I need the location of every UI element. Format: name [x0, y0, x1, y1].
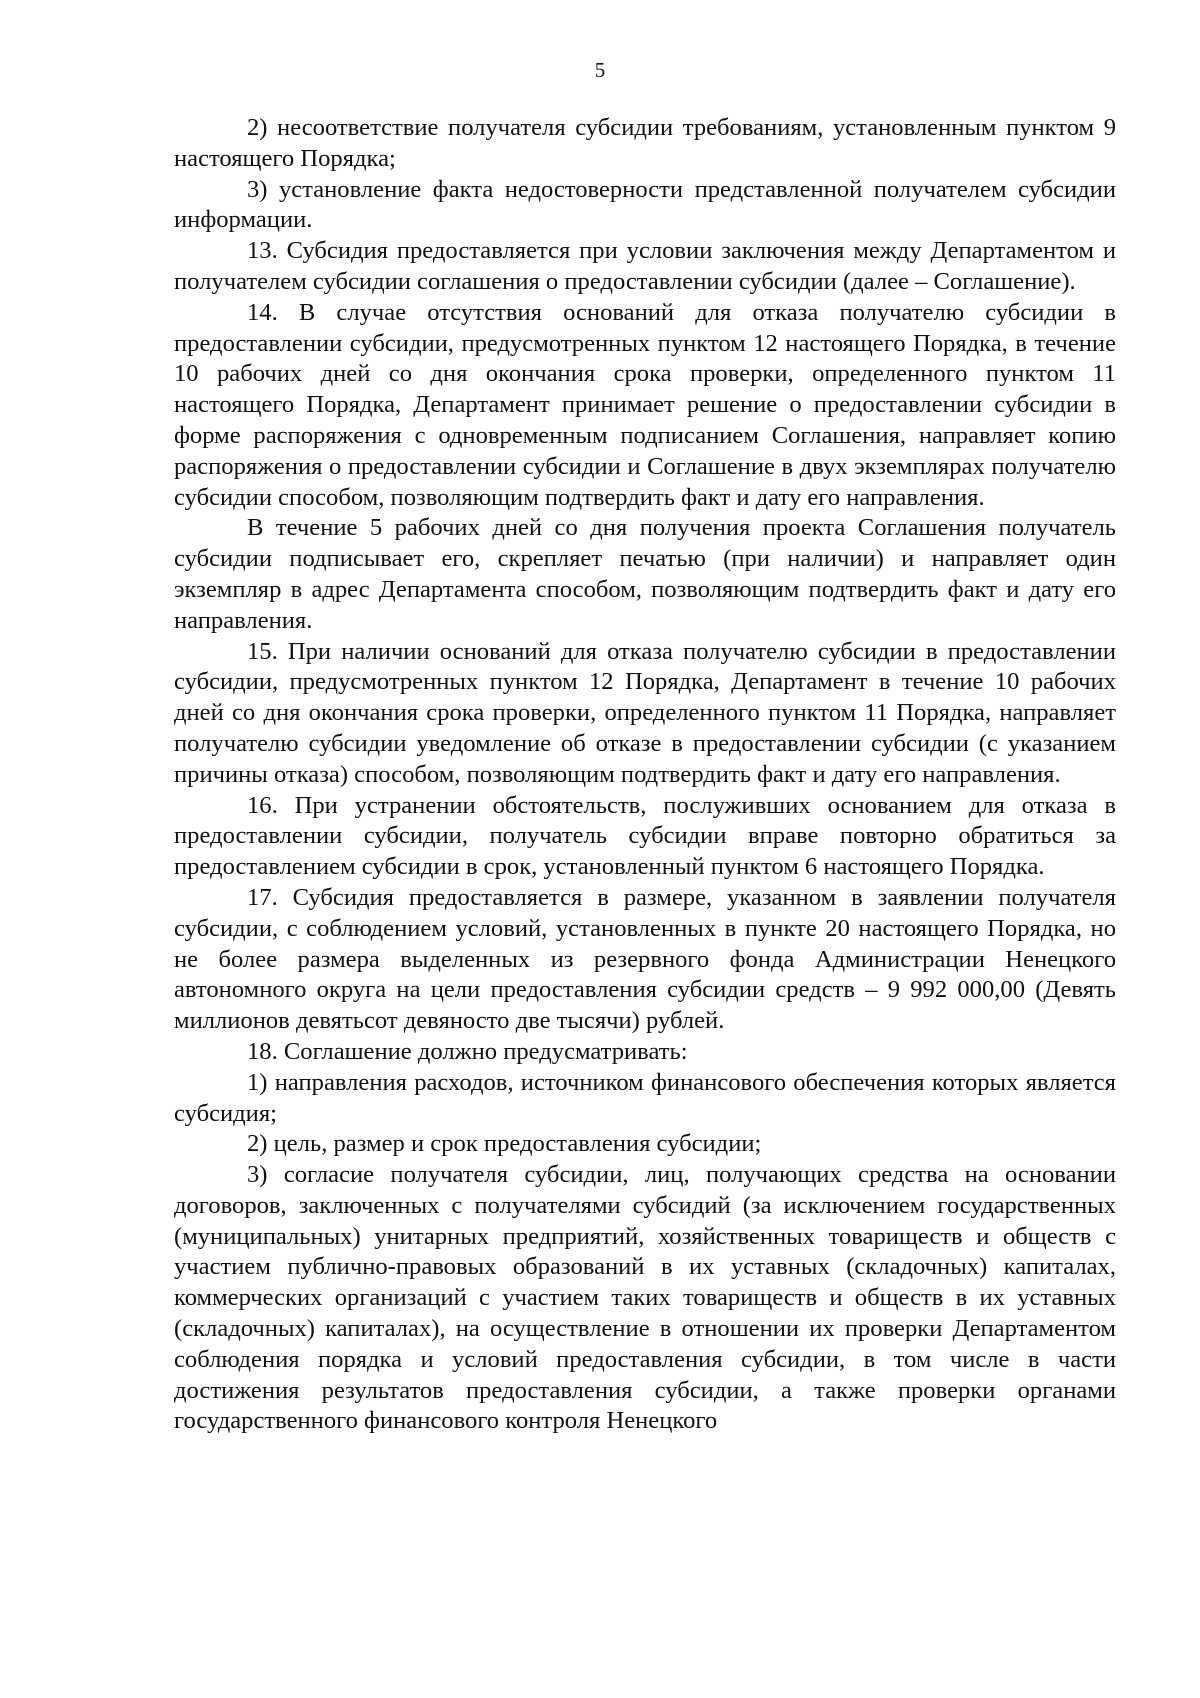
paragraph-13: 13. Субсидия предоставляется при условии заключения между Департаментом и получателем субсидии соглашения о предоставлении субсидии (далее – Соглашение). — [174, 237, 1116, 295]
paragraph-17: 17. Субсидия предоставляется в размере, указанном в заявлении получателя субсидии, с соблюдением условий, установленных в пункте 20 настоящего Порядка, но не более размера выделенных из резервного фонда Администрации Ненецкого автономного округа на цели предоставления субсидии средств – 9 992 000,00 (Девять миллионов девятьсот девяносто две тысячи) рублей. — [174, 883, 1116, 1035]
paragraph-15: 15. При наличии оснований для отказа получателю субсидии в предоставлении субсидии, предусмотренных пунктом 12 Порядка, Департамент в течение 10 рабочих дней со дня окончания срока проверки, определенного пунктом 11 Порядка, направляет получателю субсидии уведомление об отказе в предоставлении субсидии (с указанием причины отказа) способом, позволяющим подтвердить факт и дату его направления. — [174, 637, 1116, 788]
paragraph-14: 14. В случае отсутствия оснований для отказа получателю субсидии в предоставлении субсидии, предусмотренных пунктом 12 настоящего Порядка, в течение 10 рабочих дней со дня окончания срока проверки, определенного пунктом 11 настоящего Порядка, Департамент принимает решение о предоставлении субсидии в форме распоряжения с одновременным подписанием Соглашения, направляет копию распоряжения о предоставлении субсидии и Соглашение в двух экземплярах получателю субсидии способом, позволяющим подтвердить факт и дату его направления. — [174, 298, 1116, 511]
paragraph-16: 16. При устранении обстоятельств, послуживших основанием для отказа в предоставлении субсидии, получатель субсидии вправе повторно обратиться за предоставлением субсидии в срок, установленный пунктом 6 настоящего Порядка. — [174, 791, 1116, 881]
paragraph-18-1: 1) направления расходов, источником финансового обеспечения которых является субсидия; — [174, 1068, 1116, 1127]
paragraph-18: 18. Соглашение должно предусматривать: — [247, 1037, 688, 1065]
paragraph-18-3: 3) согласие получателя субсидии, лиц, получающих средства на основании договоров, заключенных с получателями субсидий (за исключением государственных (муниципальных) унитарных предприятий, хозяйственных товариществ и обществ с участием публично-правовых образований в их уставных (складочных) капиталах, коммерческих организаций с участием таких товариществ и обществ в их уставных (складочных) капиталах), на осуществление в отношении их проверки Департаментом соблюдения порядка и условий предоставления субсидии, в том числе в части достижения результатов предоставления субсидии, а также проверки органами государственного финансового контроля Ненецкого — [174, 1161, 1116, 1435]
paragraph-14-continued: В течение 5 рабочих дней со дня получения проекта Соглашения получатель субсидии подписывает его, скрепляет печатью (при наличии) и направляет один экземпляр в адрес Департамента способом, позволяющим подтвердить факт и дату его направления. — [174, 514, 1116, 634]
paragraph-12-2: 2) несоответствие получателя субсидии требованиям, установленным пунктом 9 настоящего Порядка; — [174, 114, 1116, 172]
page-number: 5 — [594, 58, 606, 82]
document-body — [174, 113, 1116, 1437]
paragraph-18-2: 2) цель, размер и срок предоставления субсидии; — [247, 1130, 762, 1158]
paragraph-12-3: 3) установление факта недостоверности представленной получателем субсидии информации. — [174, 175, 1116, 234]
